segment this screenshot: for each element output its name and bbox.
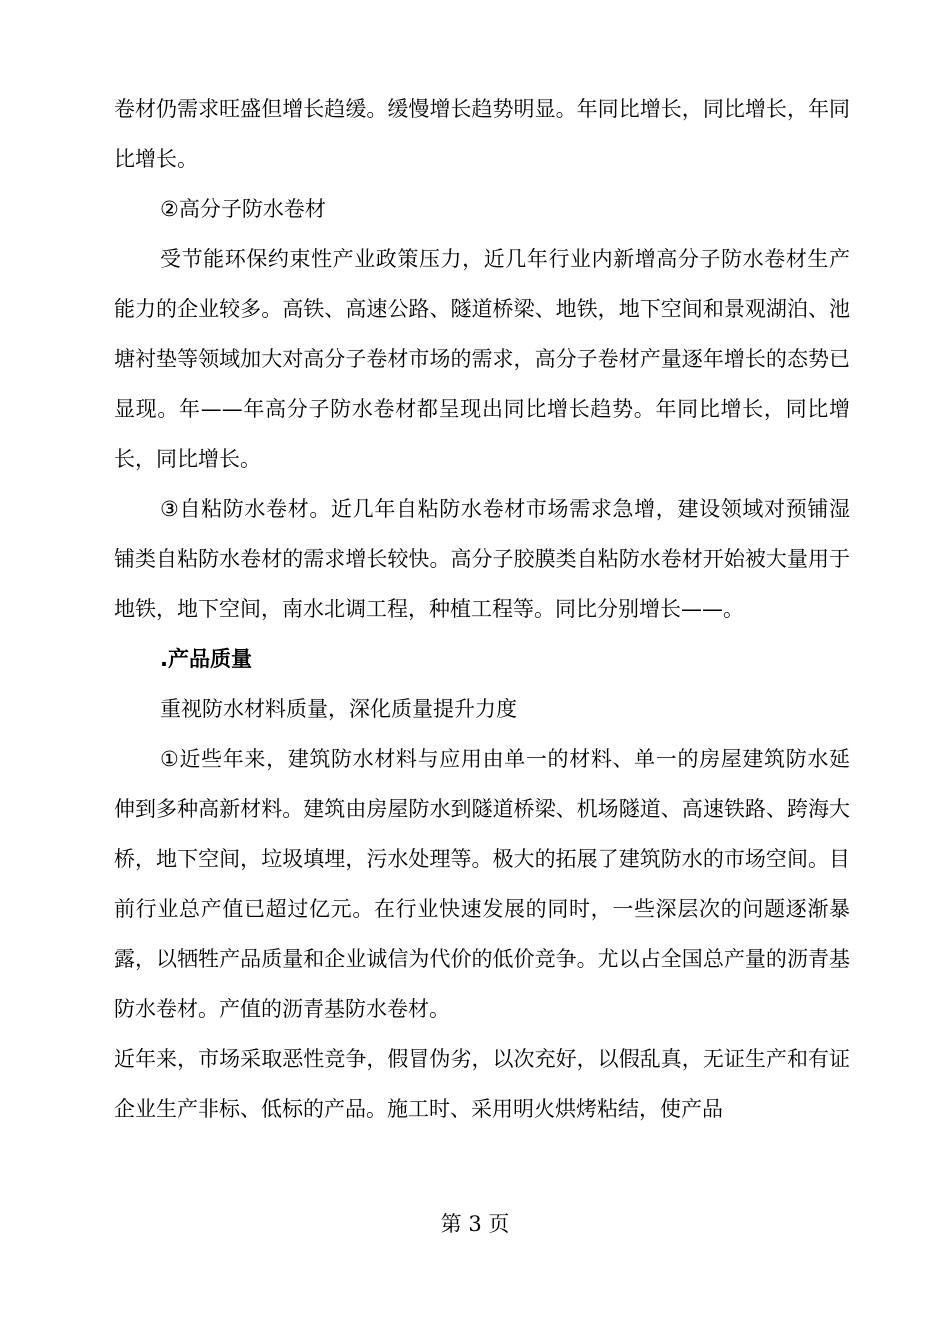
document-body: [114, 84, 850, 1134]
section-heading-product-quality: .产品质量: [160, 647, 252, 671]
paragraph-self-adhesive-membrane: ③自粘防水卷材。近几年自粘防水卷材市场需求急增，建设领域对预铺湿铺类自粘防水卷材的需求增长较快。高分子胶膜类自粘防水卷材开始被大量用于地铁，地下空间，南水北调工程，种植工程等。同比分别增长——。: [114, 497, 850, 621]
paragraph-quality-emphasis: 重视防水材料质量，深化质量提升力度: [160, 697, 517, 721]
paragraph-market-competition: 近年来，市场采取恶性竞争，假冒伪劣，以次充好，以假乱真，无证生产和有证企业生产非标、低标的产品。施工时、采用明火烘烤粘结，使产品: [114, 1047, 850, 1121]
subheading-polymer-membrane: ②高分子防水卷材: [160, 197, 326, 221]
paragraph-industry-development: ①近些年来，建筑防水材料与应用由单一的材料、单一的房屋建筑防水延伸到多种高新材料。建筑由房屋防水到隧道桥梁、机场隧道、高速铁路、跨海大桥，地下空间，垃圾填埋，污水处理等。极大的拓展了建筑防水的市场空间。目前行业总产值已超过亿元。在行业快速发展的同时，一些深层次的问题逐渐暴露，以牺牲产品质量和企业诚信为代价的低价竞争。尤以占全国总产量的沥青基防水卷材。产值的沥青基防水卷材。: [114, 747, 850, 1021]
paragraph-polymer-membrane: 受节能环保约束性产业政策压力，近几年行业内新增高分子防水卷材生产能力的企业较多。高铁、高速公路、隧道桥梁、地铁，地下空间和景观湖泊、池塘衬垫等领域加大对高分子卷材市场的需求，高分子卷材产量逐年增长的态势已显现。年——年高分子防水卷材都呈现出同比增长趋势。年同比增长，同比增长，同比增长。: [114, 247, 850, 471]
page-number: 第 3 页: [440, 1212, 510, 1236]
paragraph-1: 卷材仍需求旺盛但增长趋缓。缓慢增长趋势明显。年同比增长，同比增长，年同比增长。: [114, 97, 850, 171]
